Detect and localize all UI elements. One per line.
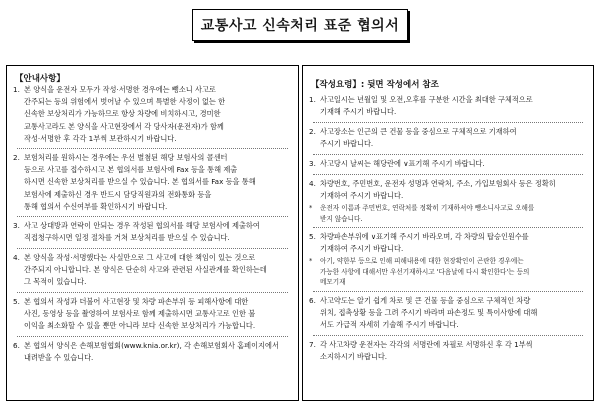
guidance-item-1: 1. 본 양식을 운전자 모두가 작성·서명한 경우에는 뺑소니 사고로 간주되는 등의 위험에서 벗어날 수 있으며 특별한 사정이 없는 한 신속한 보상처리가 가능하므로 항상 차량에 비치하시고, 경미한 교통사고라도 본 양식을 사고현장에서 각 당사자(운전자)가 함께 작성·서명한 후 각각 1부씩 보관하시기 바랍니다. <box>13 85 226 143</box>
divider <box>313 154 583 155</box>
guidance-heading: 【안내사항】 <box>15 74 65 84</box>
instruction-item-7: 7. 각 사고차량 운전자는 각각의 서명란에 자필로 서명하신 후 각 1부씩 소지하시기 바랍니다. <box>309 340 533 362</box>
instructions-panel <box>302 65 594 401</box>
divider <box>17 248 288 249</box>
instruction-item-4: 4. 차량번호, 주민번호, 운전자 성명과 연락처, 주소, 가입보험회사 등은 정확히 기재하여 주시기 바랍니다. <box>309 179 556 201</box>
guidance-item-5: 5. 본 협의서 작성과 더불어 사고현장 및 차량 파손부위 등 피해사항에 대한 사진, 동영상 등을 촬영하여 보험사로 함께 제출하시면 교통사고로 인한 불 이익을 최소화할 수 있을 뿐만 아니라 보다 신속한 보상처리가 가능합니다. <box>13 297 256 331</box>
divider <box>313 291 583 292</box>
document-title: 교통사고 신속처리 표준 협의서 <box>192 9 408 41</box>
divider <box>313 227 583 228</box>
divider <box>17 216 288 217</box>
divider <box>313 174 583 175</box>
instruction-item-5: 5. 차량파손부위에 ∨표기해 주시기 바라오며, 각 차량의 탑승인원수를 기재하여 주시기 바랍니다. <box>309 232 529 254</box>
instruction-note-5: * 아기, 약한부 등으로 인해 피해내용에 대한 현장확인이 곤란한 경우에는 가능한 사항에 대해서만 우선기재하시고 '다음날에 다시 확인한다'는 등의 메모기재 <box>309 257 530 286</box>
instruction-item-2: 2. 사고장소는 인근의 큰 건물 등을 중심으로 구체적으로 기재하여 주시기 바랍니다. <box>309 127 517 149</box>
divider <box>313 122 583 123</box>
guidance-item-3: 3. 사고 상대방과 연락이 안되는 경우 작성된 협의서를 해당 보험사에 제출하여 직접청구하시면 일정 절차를 거쳐 보상처리를 받으실 수 있습니다. <box>13 221 260 243</box>
instruction-item-1: 1. 사고일시는 년월일 및 오전,오후를 구분한 시간을 최대한 구체적으로 기재해 주시기 바랍니다. <box>309 95 533 117</box>
instructions-heading: 【작성요령】: 뒷면 작성에서 참조 <box>311 80 439 90</box>
guidance-item-6: 6. 본 협의서 양식은 손해보험협회(www.knia.or.kr), 각 손해보험회사 홈페이지에서 내려받을 수 있습니다. <box>13 341 279 363</box>
instruction-item-3: 3. 사고당시 날씨는 해당란에 ∨표기해 주시기 바랍니다. <box>309 159 485 168</box>
guidance-panel <box>6 65 299 401</box>
divider <box>17 336 288 337</box>
guidance-item-2: 2. 보험처리를 원하시는 경우에는 우선 별첨된 해당 보험사의 콜센터 등으로 사고를 접수하시고 본 협의서를 보험사에 Fax 등을 통해 제출 하시면 신속한 보상처리를 받으실 수 있습니다. 본 협의서를 Fax 등을 통해 보험사에 제출하신 경우 반드시 담당직원과의 전화통화 등을 통해 협의서 수신여부를 확인하시기 바랍니다. <box>13 153 256 211</box>
divider <box>313 335 583 336</box>
guidance-item-4: 4. 본 양식을 작성·서명했다는 사실만으로 그 사고에 대한 책임이 있는 것으로 간주되지 아니합니다. 본 양식은 단순히 사고와 관련된 사실관계를 확인하는데 그 목적이 있습니다. <box>13 253 267 287</box>
instruction-note-4: * 운전자 이름과 주민번호, 연락처를 정확히 기재하셔야 뺑소니사고로 오해를 받지 않습니다. <box>309 204 535 223</box>
divider <box>17 292 288 293</box>
divider <box>17 148 288 149</box>
instruction-item-6: 6. 사고약도는 알기 쉽게 차로 및 큰 건물 등을 중심으로 구체적인 차량 위치, 접촉상황 등을 그려 주시기 바라며 파손정도 및 특이사항에 대해 서도 가급적 자세히 기술해 주시기 바랍니다. <box>309 296 538 330</box>
